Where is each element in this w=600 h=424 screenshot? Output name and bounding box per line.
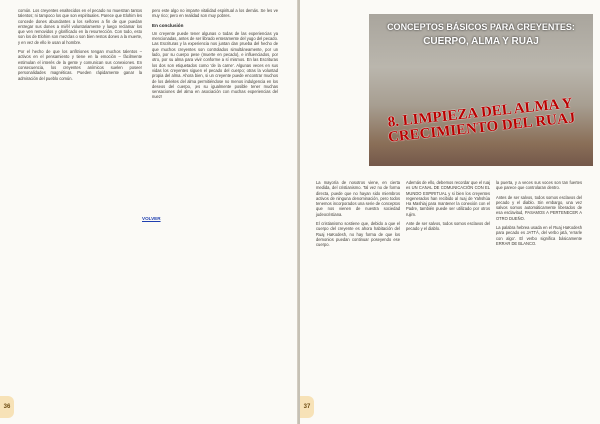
right-paragraph: la puerta, y a veces sus voces son tan fuertes que parece que controlaran dentro. [496, 180, 582, 191]
left-page [0, 0, 298, 424]
hero-banner-image [369, 14, 593, 166]
back-link[interactable]: VOLVER [142, 216, 161, 221]
hero-title: CONCEPTOS BÁSICOS PARA CREYENTES: [387, 22, 575, 32]
right-paragraph: Antes de ser salvos, todos somos esclavos del pecado y el diablo. Sin embargo, una vez salvos somos automáticamente liberados de esa esclavitud, PASAMOS A PERTENECER A OTRO DUEÑO. [496, 194, 582, 221]
hero-subtitle: CUERPO, ALMA Y RUAJ [423, 36, 539, 47]
page-number-left: 36 [0, 396, 14, 418]
right-paragraph: Además de ello, debemos recordar que el ruaj es UN CANAL DE COMUNICACIÓN CON EL MUNDO ESPIRITUAL y si bien los creyentes regenerados han recibido al ruaj de Yahshúa Ha Mashiaj para mantener la conexión con el Padre, también puede ser utilizado por otros rujim. [406, 180, 490, 217]
left-paragraph: común. Los creyentes enaltecidos en el pecado no muestran tantos talentos; ni tampoco los que son espirituales. Parece que Elohim les concede dones abundantes a los señores a fin de que puedan entregar sus dones a mi/él voluntariamente y luego reclamar los que ven removidos y glorificado en la resurrección. Con todo, esto son los de Elohim son mezclas o son bien restos dones a la muerte, y en vez de ello le usan al hombre. [18, 8, 142, 45]
right-paragraph: La palabra hebrea usada en el Ruaj HaKodesh para pecado es JATTÁ, del verbo jatá, 'errarle con algo'. El verbo significa básicamente ERRAR DE BLANCO. [496, 225, 582, 246]
right-paragraph: La mayoría de nosotros viene, en cierta medida, del cristianismo. Tal vez no de forma directa, puede que no hayan sido miembros activos de ninguna denominación, pero todos tenemos incorporados una serie de conceptos que nos vienen de nuestra sociedad judeocristiana. [316, 180, 400, 217]
right-paragraph: Ante de ser salvos, todos somos esclavos del pecado y el diablo. [406, 221, 490, 232]
right-paragraph: El cristianismo sostiene que, debido a que el cuerpo del creyente es ahora habitación del Ruaj HaKodesh, no hay forma de que los demonios puedan continuar poseyendo ese cuerpo. [316, 221, 400, 248]
left-paragraph: Por el hecho de que los anfitriones tengan muchos talentos – activos en el pensamiento y tiene en la emoción – fácilmente estimulan el interés de la gente y comunican sus conexiones. En consecuencia, los creyentes anímicos suelen poseer personalidades magnéticas. Pueden rápidamente ganar la admiración del pueblo común. [18, 49, 142, 81]
section-heading: En conclusión [152, 22, 184, 28]
right-column-3 [496, 180, 582, 250]
hero-chapter-title: 8. LIMPIEZA DEL ALMA Y CRECIMIENTO DEL RUAJ [386, 95, 577, 146]
right-column-2 [406, 180, 490, 236]
right-column-1 [316, 180, 400, 252]
left-paragraph: Un creyente puede tener algunas o todas de las experiencias ya mencionadas, antes de ser librado enteramente del yugo del pecado. Las Escrituras y la experiencia nos juntan dan prueba del hecho de que muchos creyentes son controlados simultáneamente, por un lado, por su cuerpo pese (muerte en pecado), e influenciados, por otro, por su alma para vivir conforme a sí mismos. En las Escrituras los dos son etiquetados como 'de la carne'. Algunas veces en sus vidas los creyentes siguen el pecado del cuerpo; otras la voluntad propia del alma. Ahora bien, si un creyente puede encontrar muchos de los deleites del alma permitiéndose no menos indulgencia en los deseos del cuerpo, ¡es su igualmente posible tener muchas sensaciones del alma en asociación con muchas experiencias del nuez! [152, 30, 278, 100]
page-number-right: 37 [300, 396, 314, 418]
left-paragraph: pero este algo no imparte vitalidad espiritual a los demás. Se les ve muy rico; pero en realidad son muy pobres. [152, 8, 278, 19]
left-column-2 [152, 8, 278, 104]
left-column-1 [18, 8, 142, 85]
